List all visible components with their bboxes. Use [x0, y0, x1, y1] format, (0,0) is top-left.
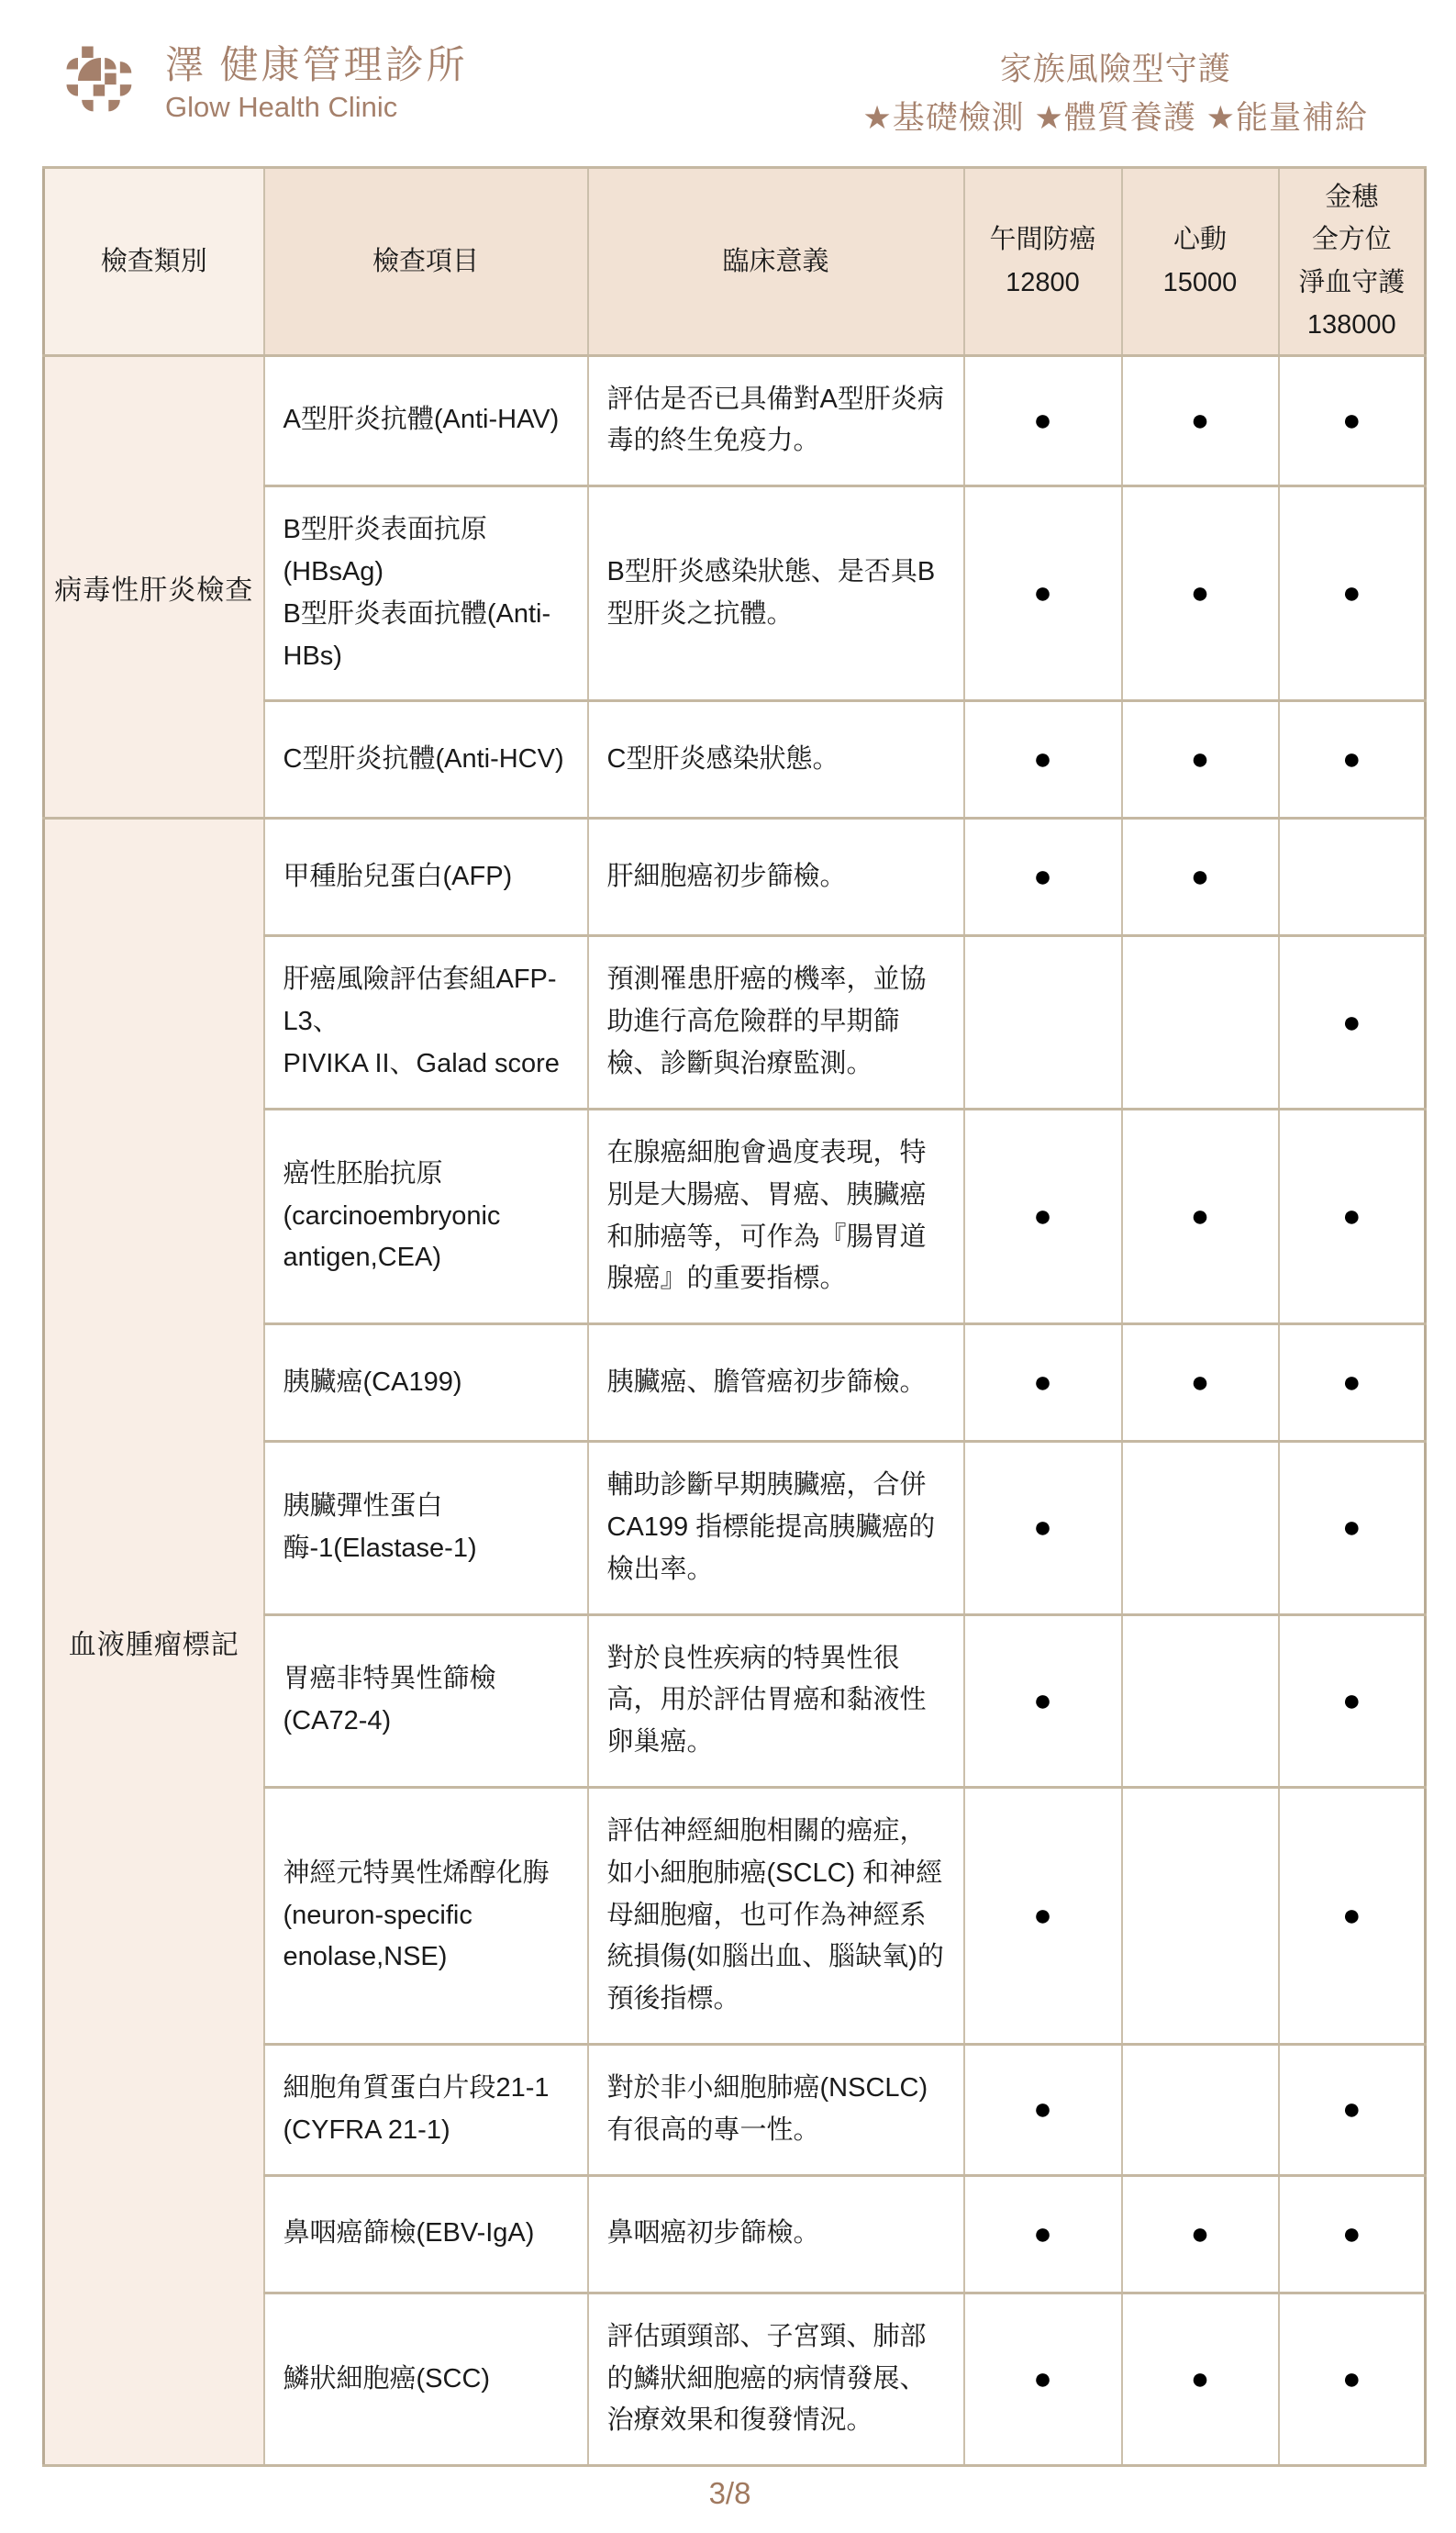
table-body — [44, 355, 1426, 2466]
plan-included-dot: ● — [1122, 1324, 1279, 1442]
plan-included-dot: ● — [1279, 1442, 1426, 1614]
clinical-meaning-cell: 對於非小細胞肺癌(NSCLC)有很高的專一性。 — [588, 2045, 964, 2176]
category-cell: 血液腫瘤標記 — [44, 819, 264, 2466]
plan-included-dot: ● — [1279, 1614, 1426, 1787]
exam-item-cell: A型肝炎抗體(Anti-HAV) — [264, 355, 588, 486]
plan-included-dot: ● — [1122, 701, 1279, 819]
clinical-meaning-cell: 評估是否已具備對A型肝炎病毒的終生免疫力。 — [588, 355, 964, 486]
column-header-3: 午間防癌 12800 — [964, 168, 1122, 356]
table-header-row — [44, 168, 1426, 356]
table-row — [44, 819, 1426, 936]
plan-included-dot: ● — [1279, 2045, 1426, 2176]
exam-comparison-table — [42, 166, 1427, 2467]
exam-item-cell: 癌性胚胎抗原 (carcinoembryonic antigen,CEA) — [264, 1109, 588, 1323]
plan-empty-cell — [1122, 1788, 1279, 2045]
plan-included-dot: ● — [1122, 355, 1279, 486]
column-header-0: 檢查類別 — [44, 168, 264, 356]
plan-included-dot: ● — [1279, 1109, 1426, 1323]
plan-included-dot: ● — [1279, 2293, 1426, 2465]
plan-included-dot: ● — [964, 2293, 1122, 2465]
plan-included-dot: ● — [1122, 2175, 1279, 2293]
clinical-meaning-cell: 預測罹患肝癌的機率，並協助進行高危險群的早期篩檢、診斷與治療監測。 — [588, 936, 964, 1109]
plan-included-dot: ● — [964, 1324, 1122, 1442]
clinical-meaning-cell: 肝細胞癌初步篩檢。 — [588, 819, 964, 936]
exam-item-cell: 胰臟彈性蛋白酶-1(Elastase-1) — [264, 1442, 588, 1614]
plan-included-dot: ● — [1279, 1324, 1426, 1442]
plan-included-dot: ● — [964, 2175, 1122, 2293]
page-header — [40, 35, 1419, 142]
plan-included-dot: ● — [1279, 486, 1426, 701]
plan-empty-cell — [1122, 1614, 1279, 1787]
clinical-meaning-cell: 評估頭頸部、子宮頸、肺部的鱗狀細胞癌的病情發展、治療效果和復發情況。 — [588, 2293, 964, 2465]
table-row — [44, 355, 1426, 486]
column-header-2: 臨床意義 — [588, 168, 964, 356]
clinic-logo — [55, 35, 468, 131]
plan-included-dot: ● — [1279, 701, 1426, 819]
column-header-4: 心動 15000 — [1122, 168, 1279, 356]
exam-item-cell: 鼻咽癌篩檢(EBV-IgA) — [264, 2175, 588, 2293]
plan-included-dot: ● — [1279, 1788, 1426, 2045]
plan-included-dot: ● — [964, 355, 1122, 486]
plan-heading — [862, 46, 1368, 142]
plan-empty-cell — [964, 936, 1122, 1109]
plan-included-dot: ● — [964, 1788, 1122, 2045]
exam-item-cell: 細胞角質蛋白片段21-1 (CYFRA 21-1) — [264, 2045, 588, 2176]
plan-title: 家族風險型守護 — [999, 51, 1231, 87]
plan-empty-cell — [1279, 819, 1426, 936]
plan-features: ★基礎檢測 ★體質養護 ★能量補給 — [862, 99, 1368, 136]
plan-included-dot: ● — [964, 1614, 1122, 1787]
exam-item-cell: 肝癌風險評估套組AFP-L3、 PIVIKA II、Galad score — [264, 936, 588, 1109]
plan-included-dot: ● — [1279, 2175, 1426, 2293]
plan-included-dot: ● — [1122, 486, 1279, 701]
plan-included-dot: ● — [964, 701, 1122, 819]
column-header-1: 檢查項目 — [264, 168, 588, 356]
plan-empty-cell — [1122, 936, 1279, 1109]
plan-empty-cell — [1122, 2045, 1279, 2176]
clinical-meaning-cell: 評估神經細胞相關的癌症，如小細胞肺癌(SCLC) 和神經母細胞瘤，也可作為神經系統損傷(如腦出血、腦缺氧)的預後指標。 — [588, 1788, 964, 2045]
clinic-name-en: Glow Health Clinic — [165, 91, 398, 124]
clinic-name — [165, 42, 468, 125]
exam-item-cell: 鱗狀細胞癌(SCC) — [264, 2293, 588, 2465]
plan-included-dot: ● — [964, 1442, 1122, 1614]
exam-item-cell: C型肝炎抗體(Anti-HCV) — [264, 701, 588, 819]
clinical-meaning-cell: 鼻咽癌初步篩檢。 — [588, 2175, 964, 2293]
exam-item-cell: 胃癌非特異性篩檢(CA72-4) — [264, 1614, 588, 1787]
plan-included-dot: ● — [1279, 936, 1426, 1109]
exam-item-cell: 神經元特異性烯醇化脢 (neuron-specific enolase,NSE) — [264, 1788, 588, 2045]
clinic-logo-icon — [55, 35, 147, 131]
table-head — [44, 168, 1426, 356]
plan-included-dot: ● — [1122, 819, 1279, 936]
plan-included-dot: ● — [964, 819, 1122, 936]
exam-item-cell: 甲種胎兒蛋白(AFP) — [264, 819, 588, 936]
clinic-name-zh: 澤 健康管理診所 — [165, 42, 468, 86]
exam-item-cell: 胰臟癌(CA199) — [264, 1324, 588, 1442]
clinical-meaning-cell: 胰臟癌、膽管癌初步篩檢。 — [588, 1324, 964, 1442]
plan-empty-cell — [1122, 1442, 1279, 1614]
clinical-meaning-cell: 在腺癌細胞會過度表現，特別是大腸癌、胃癌、胰臟癌和肺癌等，可作為『腸胃道腺癌』的重要指標。 — [588, 1109, 964, 1323]
column-header-5: 金穗 全方位 淨血守護 138000 — [1279, 168, 1426, 356]
category-cell: 病毒性肝炎檢查 — [44, 355, 264, 819]
clinical-meaning-cell: B型肝炎感染狀態、是否具B型肝炎之抗體。 — [588, 486, 964, 701]
plan-included-dot: ● — [964, 486, 1122, 701]
plan-included-dot: ● — [1122, 1109, 1279, 1323]
clinical-meaning-cell: 輔助診斷早期胰臟癌，合併 CA199 指標能提高胰臟癌的檢出率。 — [588, 1442, 964, 1614]
plan-included-dot: ● — [964, 2045, 1122, 2176]
plan-included-dot: ● — [964, 1109, 1122, 1323]
plan-included-dot: ● — [1122, 2293, 1279, 2465]
page-number: 3/8 — [708, 2476, 751, 2511]
clinical-meaning-cell: 對於良性疾病的特異性很高，用於評估胃癌和黏液性卵巢癌。 — [588, 1614, 964, 1787]
clinical-meaning-cell: C型肝炎感染狀態。 — [588, 701, 964, 819]
exam-item-cell: B型肝炎表面抗原(HBsAg) B型肝炎表面抗體(Anti-HBs) — [264, 486, 588, 701]
plan-included-dot: ● — [1279, 355, 1426, 486]
